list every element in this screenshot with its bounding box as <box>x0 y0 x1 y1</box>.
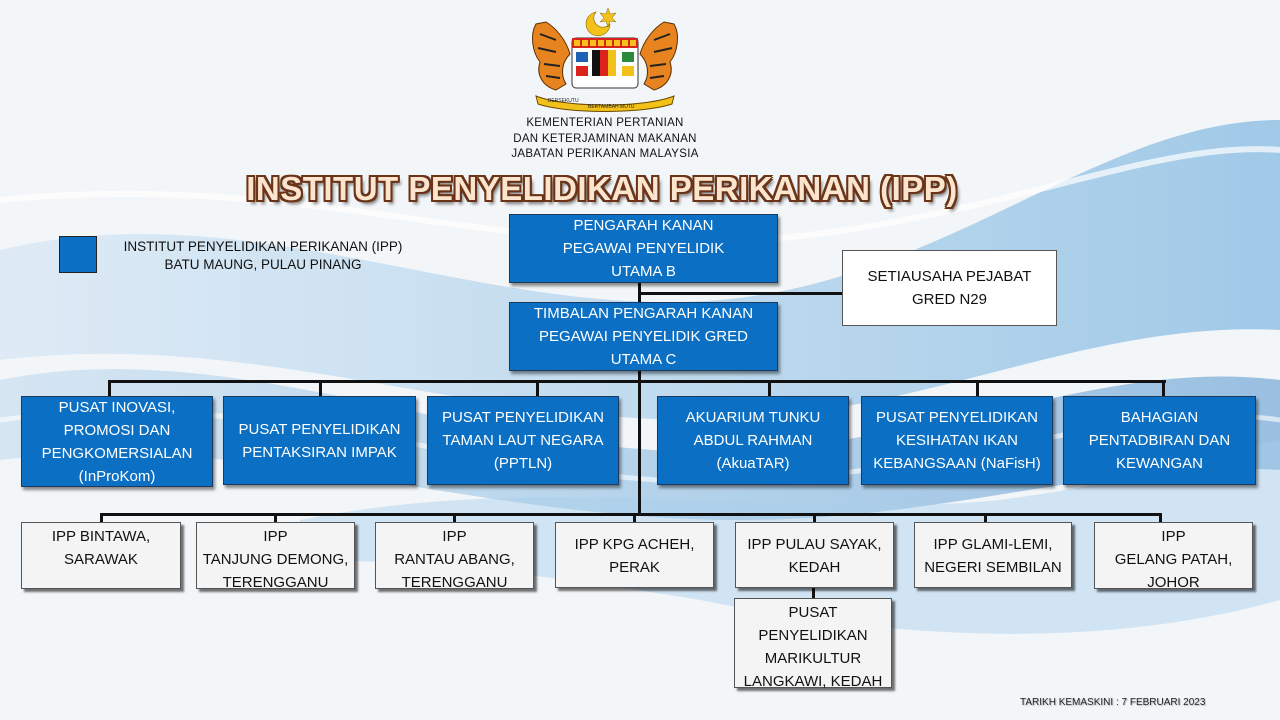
legend-label: INSTITUT PENYELIDIKAN PERIKANAN (IPP) BATU MAUNG, PULAU PINANG <box>123 239 403 272</box>
centre-box: PUSAT PENYELIDIKAN TAMAN LAUT NEGARA (PPTLN) <box>427 396 619 485</box>
ministry-name: KEMENTERIAN PERTANIAN DAN KETERJAMINAN MAKANAN JABATAN PERIKANAN MALAYSIA <box>511 117 699 160</box>
connector-drop <box>1162 380 1165 397</box>
centre-box: AKUARIUM TUNKU ABDUL RAHMAN (AkuaTAR) <box>657 396 849 485</box>
centre-box: PUSAT PENYELIDIKAN PENTAKSIRAN IMPAK <box>223 396 416 485</box>
connector-trunk <box>638 370 641 516</box>
page-title: INSTITUT PENYELIDIKAN PERIKANAN (IPP) <box>246 170 958 207</box>
connector-secretary <box>639 292 843 295</box>
secretary-box: SETIAUSAHA PEJABAT GRED N29 <box>842 250 1057 326</box>
branch-box: IPP KPG ACHEH, PERAK <box>555 522 714 588</box>
connector-drop <box>768 380 771 397</box>
connector-drop <box>976 380 979 397</box>
connector-drop <box>108 380 111 397</box>
connector-branches-bus <box>100 513 1162 516</box>
branch-box: IPP PULAU SAYAK, KEDAH <box>735 522 894 588</box>
branch-box: IPP TANJUNG DEMONG, TERENGGANU <box>196 522 355 589</box>
director-box: PENGARAH KANAN PEGAWAI PENYELIDIK UTAMA B <box>509 214 778 283</box>
svg-text:BERSEKUTU: BERSEKUTU <box>548 98 579 104</box>
deputy-box: TIMBALAN PENGARAH KANAN PEGAWAI PENYELIDIK GRED UTAMA C <box>509 302 778 371</box>
branch-box: IPP RANTAU ABANG, TERENGGANU <box>375 522 534 589</box>
branch-box: IPP GLAMI-LEMI, NEGERI SEMBILAN <box>914 522 1072 588</box>
legend-swatch <box>59 236 97 273</box>
centre-box: PUSAT PENYELIDIKAN KESIHATAN IKAN KEBANGSAAN (NaFisH) <box>861 396 1053 485</box>
connector-centres-bus <box>108 380 1166 383</box>
branch-box: IPP GELANG PATAH, JOHOR <box>1094 522 1253 589</box>
centre-box: BAHAGIAN PENTADBIRAN DAN KEWANGAN <box>1063 396 1256 485</box>
last-updated: TARIKH KEMASKINI : 7 FEBRUARI 2023 <box>1020 697 1206 708</box>
connector-drop <box>536 380 539 397</box>
branch-box: IPP BINTAWA, SARAWAK <box>21 522 181 589</box>
centre-box: PUSAT INOVASI, PROMOSI DAN PENGKOMERSIALAN (InProKom) <box>21 396 213 487</box>
sub-branch-box: PUSAT PENYELIDIKAN MARIKULTUR LANGKAWI, KEDAH <box>734 598 892 688</box>
connector-drop <box>319 380 322 397</box>
malaysia-coat-of-arms-icon <box>526 4 684 114</box>
svg-text:BERTAMBAH MUTU: BERTAMBAH MUTU <box>588 104 635 110</box>
